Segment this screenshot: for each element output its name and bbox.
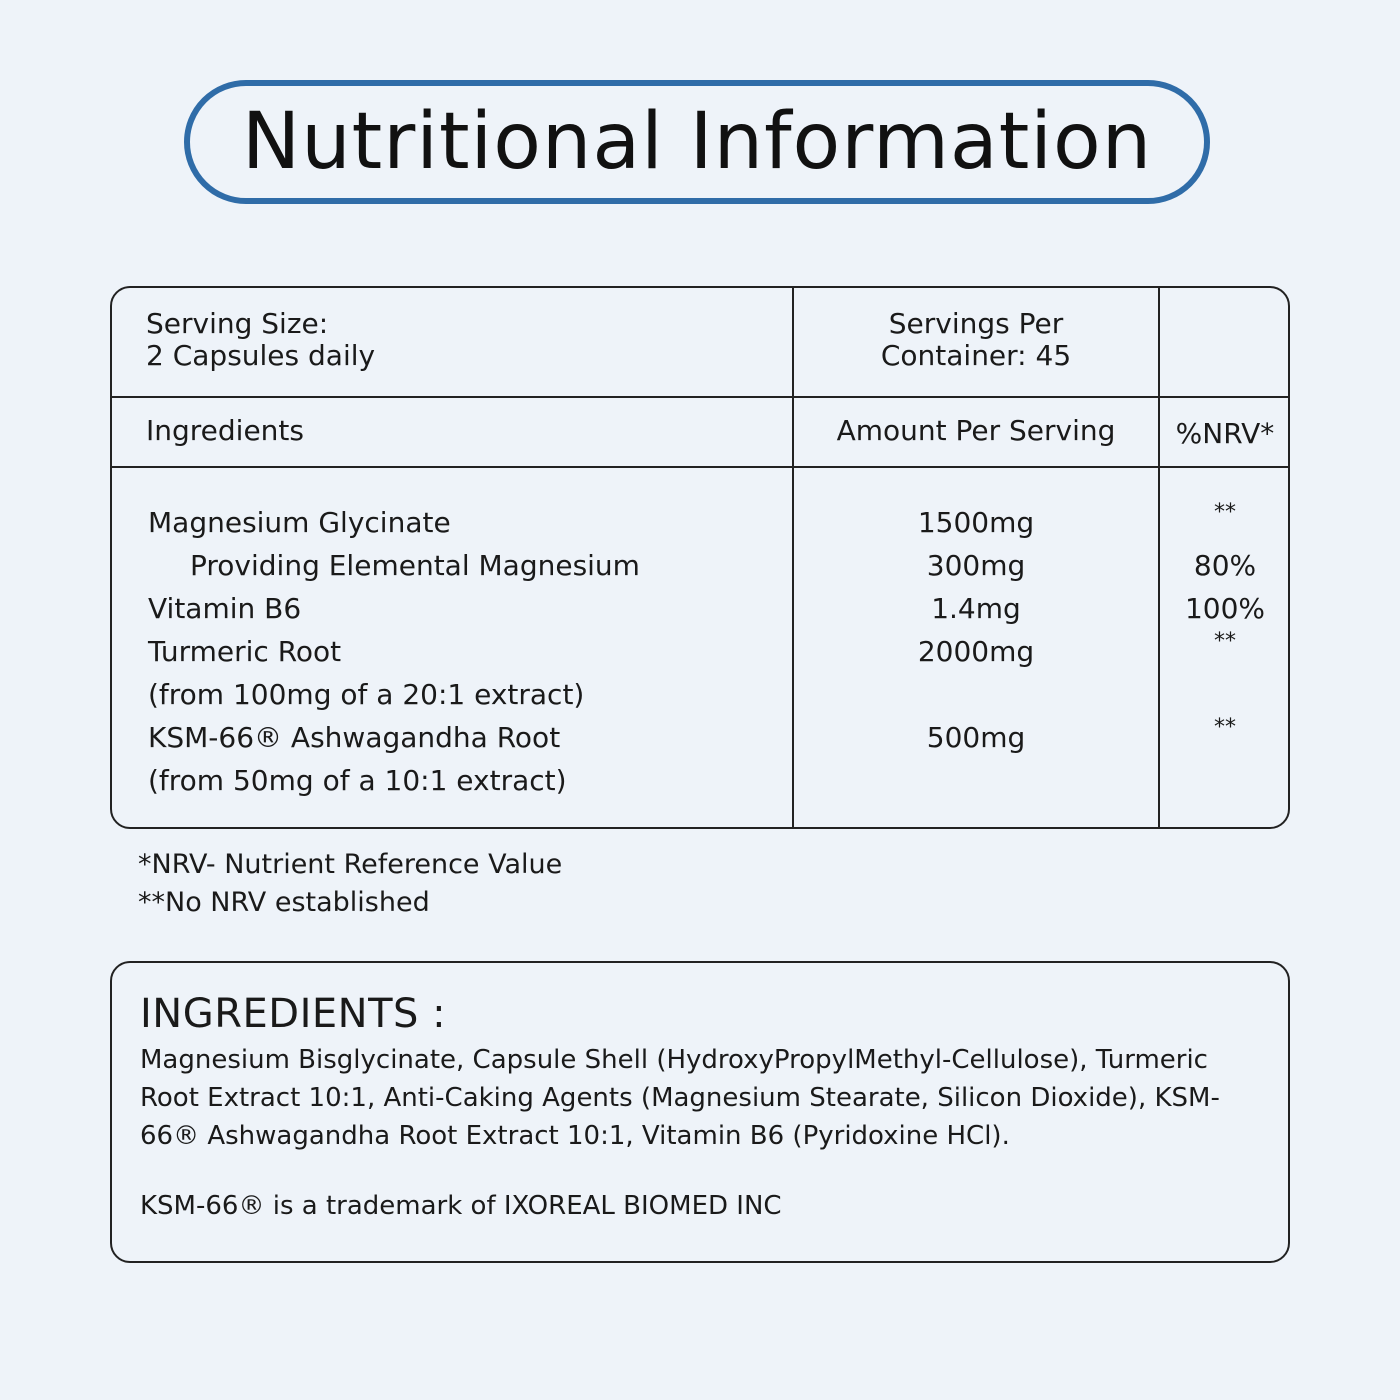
ingredient-name: (from 100mg of a 20:1 extract) (148, 678, 585, 711)
page-title: Nutritional Information (241, 97, 1153, 187)
ingredients-list: Magnesium Bisglycinate, Capsule Shell (HydroxyPropylMethyl-Cellulose), Turmeric Root Extract 10:1, Anti-Caking Agents (Magnesium Stearate, Silicon Dioxide), KSM-66® Ashwagandha Root Extract 10:1, Vitamin B6 (Pyridoxine HCl). (140, 1045, 1220, 1151)
ingredient-nrv: ** (1214, 715, 1236, 740)
serving-size-value: 2 Capsules daily (146, 339, 376, 372)
footnote: **No NRV established (138, 887, 430, 918)
ingredient-name: Vitamin B6 (148, 592, 302, 625)
servings-per-container-line1: Servings Per (888, 307, 1064, 340)
ingredient-amount: 1500mg (917, 506, 1035, 539)
title-banner (184, 80, 1210, 204)
ingredient-name: Magnesium Glycinate (148, 506, 451, 539)
ingredient-amount: 2000mg (917, 635, 1035, 668)
trademark-note: KSM-66® is a trademark of IXOREAL BIOMED INC (140, 1191, 782, 1221)
ingredient-name: KSM-66® Ashwagandha Root (148, 721, 561, 754)
nutrition-table (110, 286, 1290, 829)
ingredient-nrv: 80% (1193, 549, 1257, 582)
ingredient-name: Providing Elemental Magnesium (190, 549, 640, 582)
ingredient-name: (from 50mg of a 10:1 extract) (148, 764, 567, 797)
ingredient-name: Turmeric Root (148, 635, 342, 668)
ingredient-amount: 1.4mg (931, 592, 1021, 625)
header-ingredients: Ingredients (146, 414, 304, 447)
header-nrv: %NRV* (1175, 417, 1275, 450)
header-amount: Amount Per Serving (836, 414, 1116, 447)
ingredients-panel (110, 961, 1290, 1263)
serving-size-label: Serving Size: (146, 307, 329, 340)
ingredient-nrv: 100% (1184, 592, 1266, 625)
ingredients-heading: INGREDIENTS : (140, 991, 447, 1037)
ingredient-amount: 500mg (926, 721, 1026, 754)
servings-per-container-line2: Container: 45 (880, 339, 1072, 372)
footnote: *NRV- Nutrient Reference Value (138, 849, 563, 880)
ingredient-nrv: ** (1214, 500, 1236, 525)
ingredient-amount: 300mg (926, 549, 1026, 582)
row-divider (112, 396, 1288, 398)
footnotes (138, 846, 562, 922)
row-divider (112, 466, 1288, 468)
ingredient-nrv: ** (1214, 629, 1236, 654)
